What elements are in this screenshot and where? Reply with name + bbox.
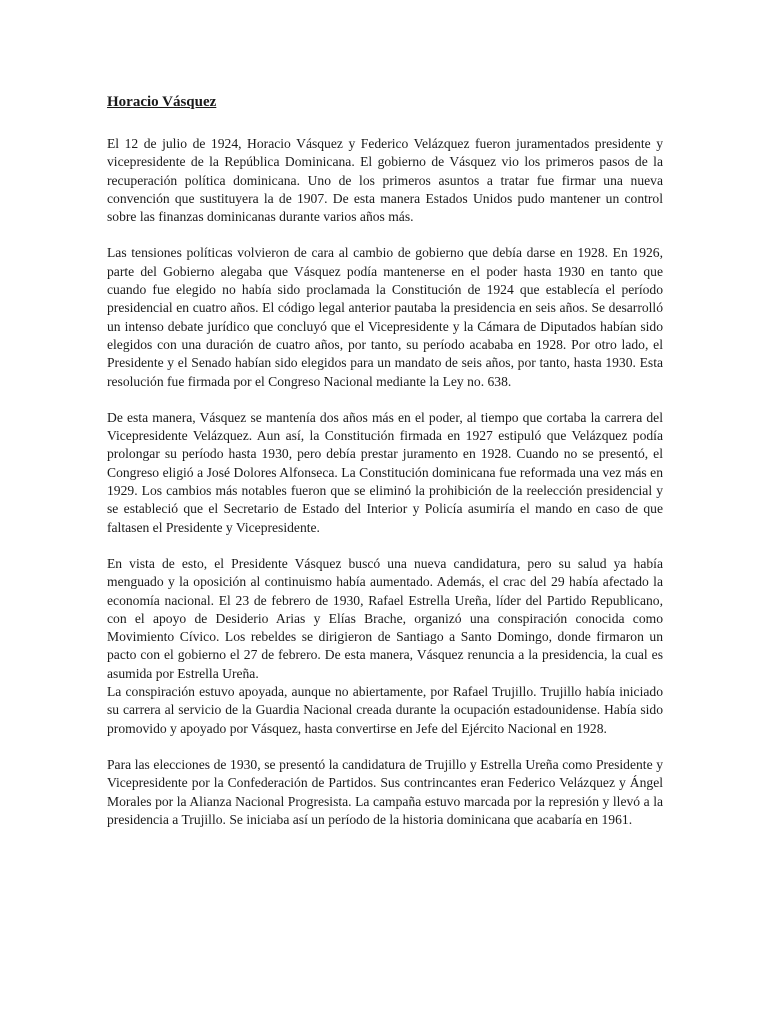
paragraph-2: Las tensiones políticas volvieron de cara al cambio de gobierno que debía darse en 1928. En 1926, parte del Gobierno alegaba que Vásquez podía mantenerse en el poder hasta 1930 en tanto que cuando fue elegido no había sido proclamada la Constitución de 1924 que establecía el período presidencial en cuatro años. El código legal anterior pautaba la presidencia en seis años. Se desarrolló un intenso debate jurídico que concluyó que el Vicepresidente y la Cámara de Diputados habían sido elegidos con una duración de cuatro años, por tanto, su período acababa en 1928. Por otro lado, el Presidente y el Senado habían sido elegidos para un mandato de seis años, por tanto, hasta 1930. Esta resolución fue firmada por el Congreso Nacional mediante la Ley no. 638.: [107, 245, 663, 389]
paragraph-1: El 12 de julio de 1924, Horacio Vásquez y Federico Velázquez fueron juramentados presidente y vicepresidente de la República Dominicana. El gobierno de Vásquez vio los primeros pasos de la recuperación política dominicana. Uno de los primeros asuntos a tratar fue firmar una nueva convención que sustituyera la de 1907. De esta manera Estados Unidos pudo mantener un control sobre las finanzas dominicanas durante varios años más.: [107, 136, 663, 225]
paragraph-5: La conspiración estuvo apoyada, aunque no abiertamente, por Rafael Trujillo. Trujillo había iniciado su carrera al servicio de la Guardia Nacional creada durante la ocupación estadounidense. Había sido promovido y apoyado por Vásquez, hasta convertirse en Jefe del Ejército Nacional en 1928.: [107, 684, 663, 736]
document-title: Horacio Vásquez: [107, 94, 217, 110]
document-page: [107, 93, 663, 847]
paragraph-4: En vista de esto, el Presidente Vásquez buscó una nueva candidatura, pero su salud ya había menguado y la oposición al continuismo había aumentado. Además, el crac del 29 había afectado la economía nacional. El 23 de febrero de 1930, Rafael Estrella Ureña, líder del Partido Republicano, con el apoyo de Desiderio Arias y Elías Brache, organizó una conspiración conocida como Movimiento Cívico. Los rebeldes se dirigieron de Santiago a Santo Domingo, donde firmaron un pacto con el gobierno el 27 de febrero. De esta manera, Vásquez renuncia a la presidencia, la cual es asumida por Estrella Ureña.: [107, 555, 663, 681]
paragraph-6: Para las elecciones de 1930, se presentó la candidatura de Trujillo y Estrella Ureña como Presidente y Vicepresidente por la Confederación de Partidos. Sus contrincantes eran Federico Velázquez y Ángel Morales por la Alianza Nacional Progresista. La campaña estuvo marcada por la represión y llevó a la presidencia a Trujillo. Se iniciaba así un período de la historia dominicana que acabaría en 1961.: [107, 756, 663, 827]
paragraph-3: De esta manera, Vásquez se mantenía dos años más en el poder, al tiempo que cortaba la carrera del Vicepresidente Velázquez. Aun así, la Constitución firmada en 1927 estipuló que Velázquez podía prolongar su período hasta 1930, pero debía prestar juramento en 1928. Cuando no se presentó, el Congreso eligió a José Dolores Alfonseca. La Constitución dominicana fue reformada una vez más en 1929. Los cambios más notables fueron que se eliminó la prohibición de la reelección presidencial y se estableció que el Secretario de Estado del Interior y Policía asumiría el mando en caso de que faltasen el Presidente y Vicepresidente.: [107, 409, 663, 535]
